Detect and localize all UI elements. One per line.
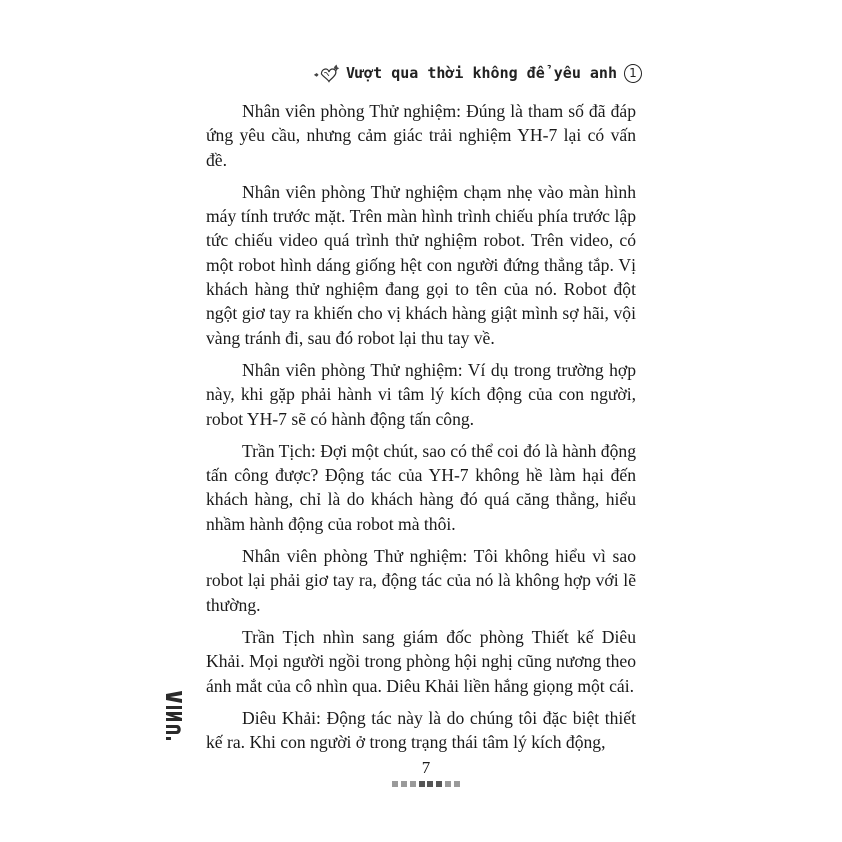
paragraph: Diêu Khải: Động tác này là do chúng tôi đặc biệt thiết kế ra. Khi con người ở trong trạng thái tâm lý kích động, <box>206 707 636 753</box>
paragraph: Nhân viên phòng Thử nghiệm: Tôi không hiểu vì sao robot lại phải giơ tay ra, động tác của nó là không hợp với lẽ thường. <box>206 546 636 615</box>
paragraph: Nhân viên phòng Thử nghiệm chạm nhẹ vào màn hình máy tính trước mặt. Trên màn hình trình chiếu phía trước lập tức chiếu video quá trình thử nghiệm robot. Trên video, có một robot hình dáng giống hệt con người đứng thẳng tắp. Vị khách hàng thử nghiệm đang gọi to tên của nó. Robot đột ngột giơ tay ra khiến cho vị khách hàng giật mình sợ hãi, vội vàng tránh đi, sau đó robot lại thu tay về. <box>206 181 636 348</box>
heart-ornament-icon <box>312 62 344 84</box>
page-body <box>206 99 636 762</box>
paragraph: Nhân viên phòng Thử nghiệm: Ví dụ trong trường hợp này, khi gặp phải hành vi tâm lý kích động của con người, robot YH-7 sẽ có hành động tấn công. <box>206 359 636 429</box>
paragraph: Nhân viên phòng Thử nghiệm: Đúng là tham số đã đáp ứng yêu cầu, nhưng cảm giác trải nghiệm YH-7 lại có vấn đề. <box>206 101 636 170</box>
volume-number: 1 <box>624 64 642 83</box>
paragraph: Trần Tịch nhìn sang giám đốc phòng Thiết kế Diêu Khải. Mọi người ngồi trong phòng hội nghị cũng nương theo ánh mắt của cô nhìn qua. Diêu Khải liền hắng giọng một cái. <box>206 626 636 696</box>
paragraph: Trần Tịch: Đợi một chút, sao có thể coi đó là hành động tấn công được? Động tác của YH-7 không hề làm hại đến khách hàng, chỉ là do khách hàng đó quá căng thẳng, hiểu nhầm hành động của robot mà thôi. <box>206 440 636 534</box>
running-header <box>312 60 642 86</box>
page-number: 7 <box>421 758 431 777</box>
book-title: Vượt qua thời không để yêu anh <box>346 64 617 82</box>
publisher-logo-icon <box>163 690 185 742</box>
page-number-ornament <box>392 781 460 789</box>
